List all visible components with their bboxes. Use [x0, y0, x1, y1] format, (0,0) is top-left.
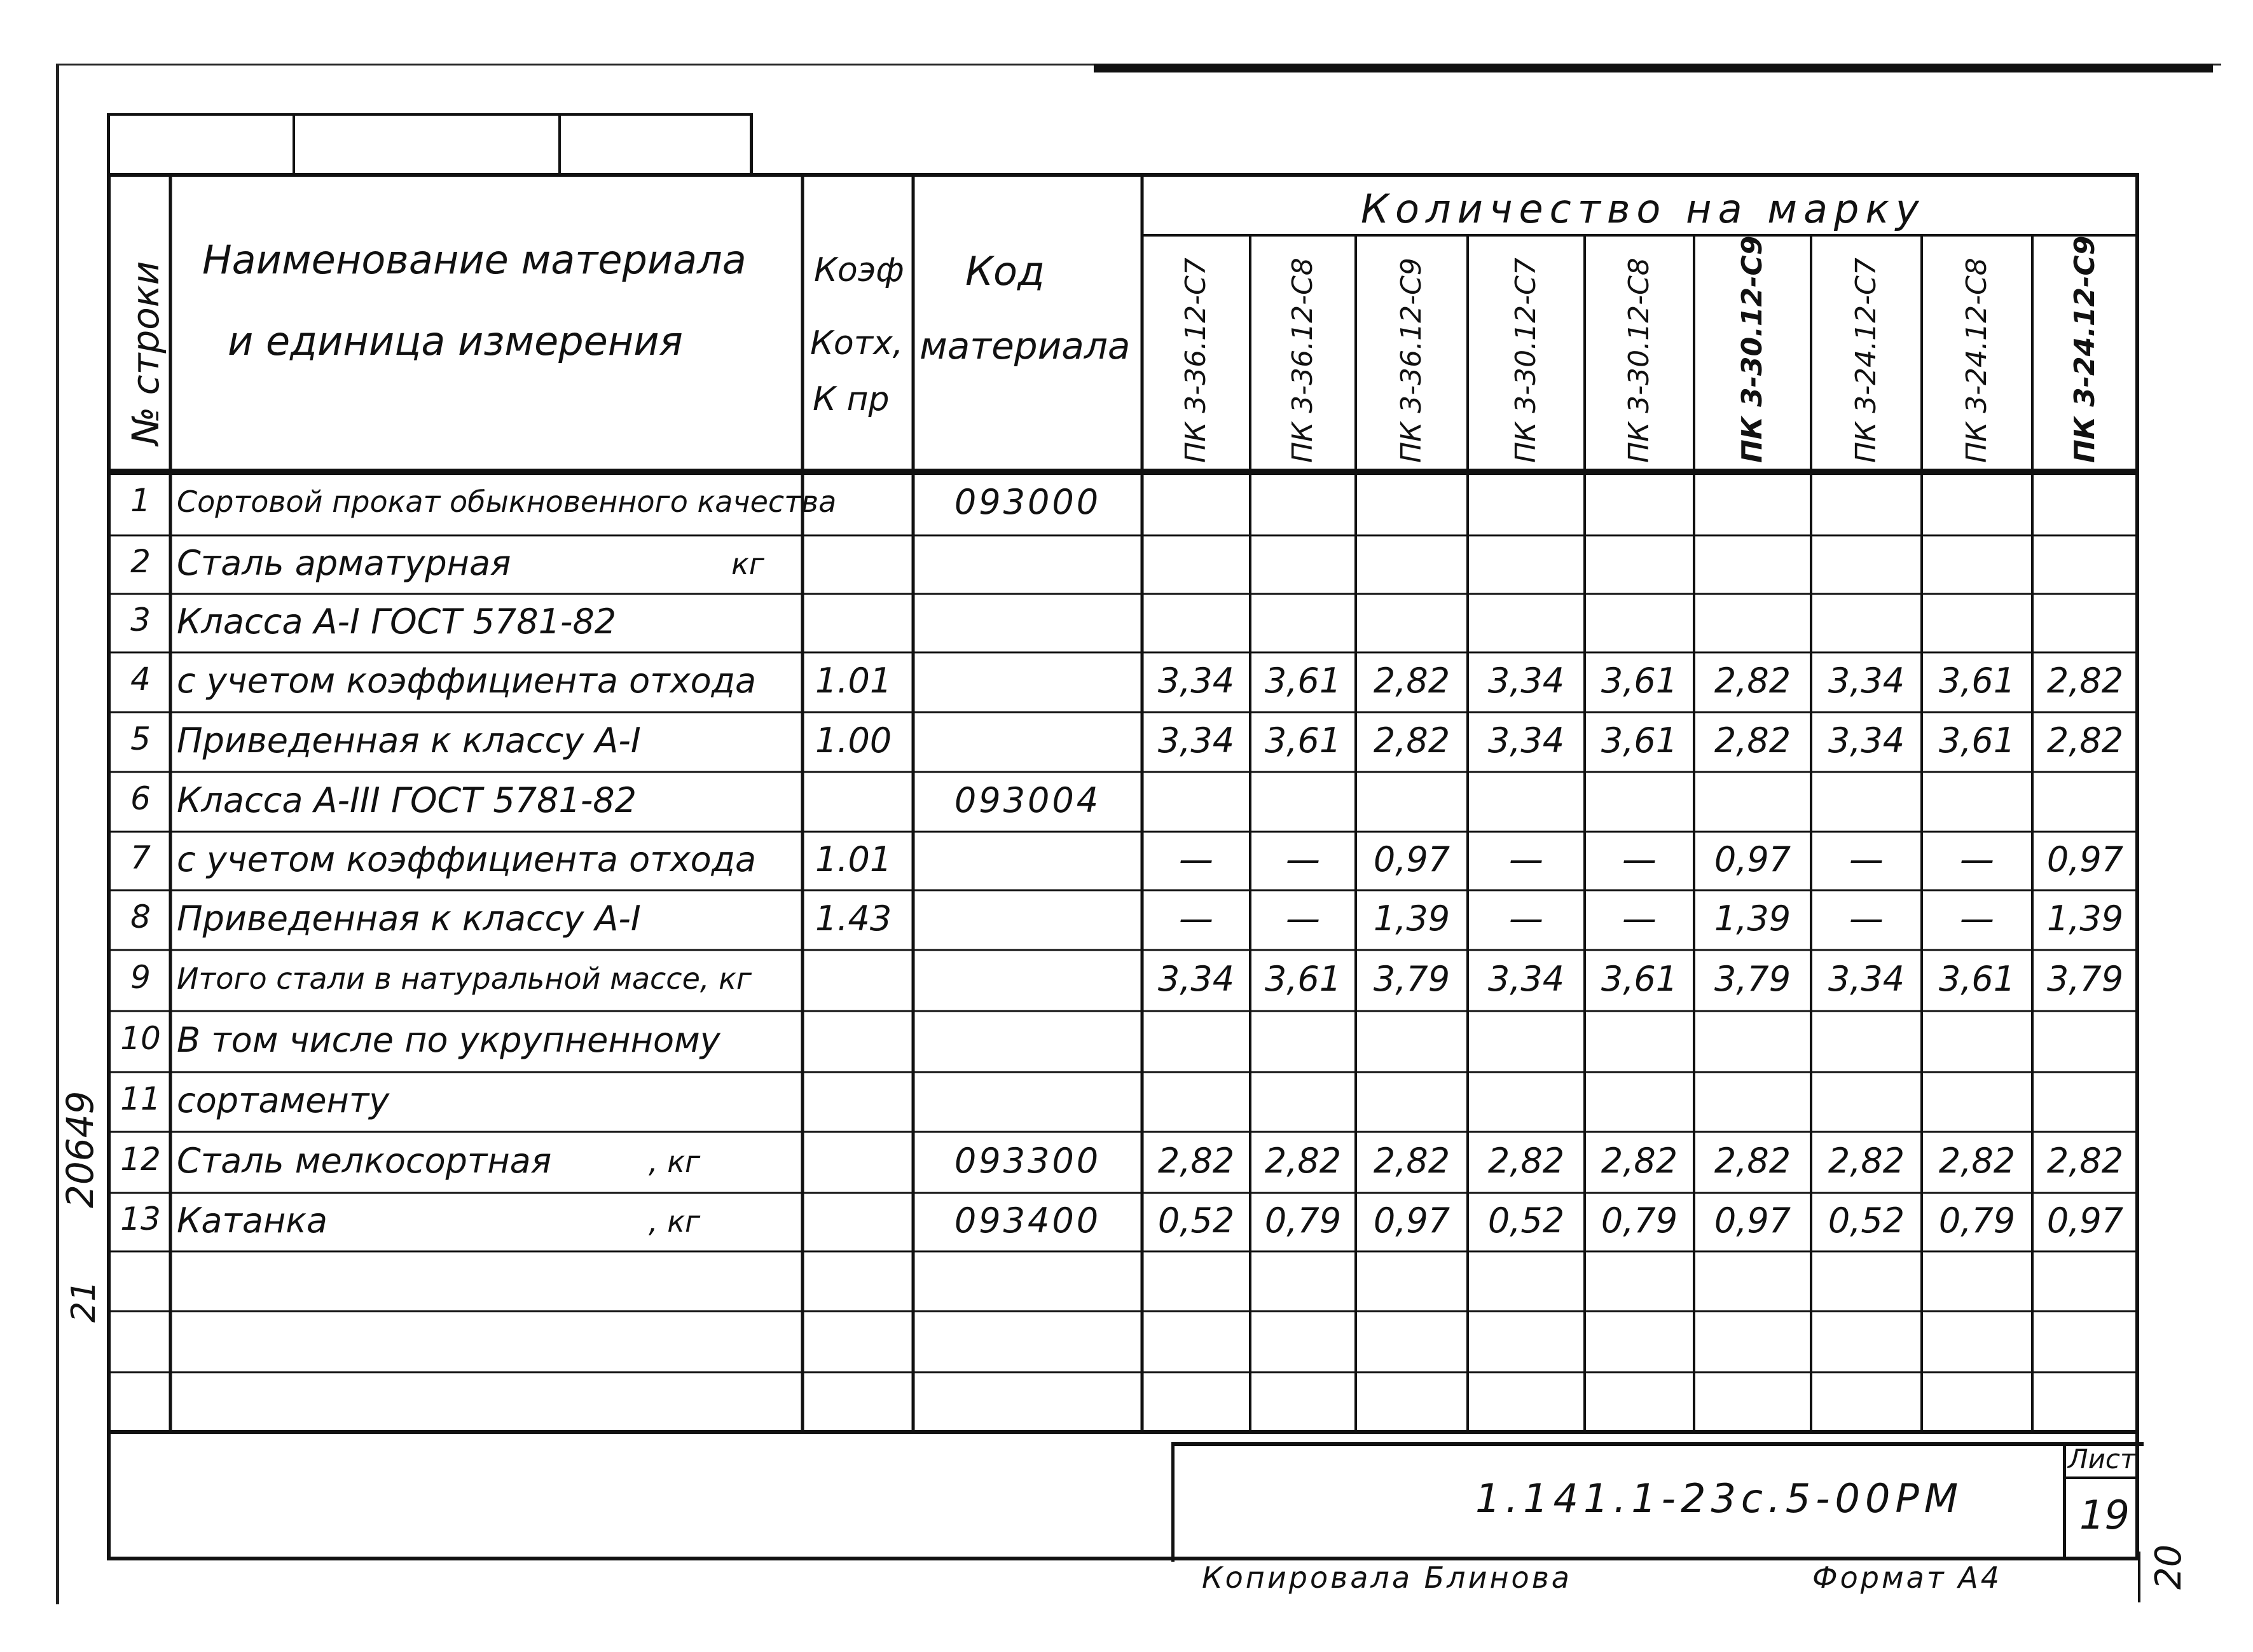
material-name: В том числе по укрупненному	[177, 1020, 720, 1060]
quantity-value: 0,79	[1938, 1201, 2016, 1241]
quantity-value: 2,82	[1264, 1141, 1342, 1181]
quantity-value: 1,39	[1714, 898, 1791, 939]
quantity-value: 2,82	[1714, 661, 1791, 701]
quantity-value: 2,82	[1938, 1141, 2016, 1181]
quantity-value: 3,61	[1938, 661, 2016, 701]
row-number: 11	[120, 1080, 161, 1117]
header-name-line1: Наименование материала	[202, 237, 747, 283]
quantity-value: 3,79	[1373, 959, 1450, 999]
header-code-line1: Код	[965, 248, 1045, 294]
quantity-value: 2,82	[2046, 1141, 2124, 1181]
header-quantity-title: Количество на марку	[1361, 186, 1926, 232]
quantity-value: —	[1849, 839, 1884, 879]
row-number: 3	[130, 602, 151, 638]
material-unit: кг	[731, 547, 764, 581]
material-name: сортаменту	[177, 1080, 390, 1120]
quantity-value: 3,61	[1264, 720, 1342, 761]
mark-header: ПК 3-30.12-С9	[1736, 235, 1768, 463]
quantity-value: 3,79	[2046, 959, 2124, 999]
quantity-value: 2,82	[1714, 720, 1791, 761]
material-name: Сортовой прокат обыкновенного качества	[177, 485, 837, 519]
quantity-value: 0,97	[2046, 839, 2124, 879]
quantity-value: 1,39	[1373, 898, 1450, 939]
quantity-value: —	[1179, 839, 1213, 879]
mark-header: ПК 3-24.12-С7	[1850, 258, 1882, 463]
copied-by: Копировала Блинова	[1202, 1560, 1572, 1595]
quantity-value: 0,97	[1373, 839, 1450, 879]
material-code: 093004	[954, 780, 1101, 820]
corner-divider	[2138, 1552, 2140, 1602]
material-name: Итого стали в натуральной массе, кг	[177, 961, 752, 996]
quantity-value: 3,34	[1487, 959, 1565, 999]
paper-format: Формат А4	[1812, 1560, 2002, 1595]
inventory-number: 20649	[59, 1091, 102, 1208]
quantity-value: —	[1622, 839, 1657, 879]
row-number: 1	[130, 482, 151, 519]
mark-header: ПК 3-36.12-С7	[1180, 258, 1212, 463]
quantity-value: 2,82	[2046, 720, 2124, 761]
row-number: 12	[120, 1141, 161, 1178]
material-code: 093300	[954, 1141, 1101, 1181]
quantity-value: 3,34	[1157, 661, 1235, 701]
quantity-value: 3,34	[1157, 720, 1235, 761]
coefficient-value: 1.01	[815, 839, 892, 879]
quantity-value: 3,61	[1938, 720, 2016, 761]
quantity-value: 3,34	[1487, 661, 1565, 701]
quantity-value: 0,97	[1714, 839, 1791, 879]
quantity-value: 3,34	[1828, 720, 1905, 761]
row-number: 6	[130, 780, 151, 817]
mark-header: ПК 3-30.12-С7	[1510, 258, 1542, 463]
document-code: 1.141.1-23с.5-00РМ	[1475, 1475, 1964, 1522]
quantity-value: 0,79	[1601, 1201, 1678, 1241]
quantity-value: 2,82	[1373, 661, 1450, 701]
material-code: 093400	[954, 1201, 1101, 1241]
material-name: Сталь арматурная	[177, 543, 511, 583]
row-number: 13	[120, 1201, 161, 1237]
quantity-value: 2,82	[1373, 1141, 1450, 1181]
quantity-value: 3,34	[1828, 661, 1905, 701]
quantity-value: 2,82	[1601, 1141, 1678, 1181]
mark-header: ПК 3-24.12-С8	[1960, 258, 1993, 463]
stamp-sheet-divider	[2063, 1442, 2066, 1558]
quantity-value: 0,79	[1264, 1201, 1342, 1241]
quantity-value: 3,61	[1264, 959, 1342, 999]
header-row-number: № строки	[124, 261, 167, 445]
quantity-value: 0,52	[1828, 1201, 1905, 1241]
row-number: 7	[130, 839, 151, 876]
quantity-value: 3,34	[1487, 720, 1565, 761]
material-name: Катанка	[177, 1201, 327, 1241]
material-name: с учетом коэффициента отхода	[177, 661, 757, 701]
quantity-value: 0,52	[1487, 1201, 1565, 1241]
header-code-line2: материала	[920, 324, 1131, 368]
row-number: 9	[130, 959, 151, 996]
quantity-value: 0,97	[1714, 1201, 1791, 1241]
sheet-number: 19	[2079, 1492, 2130, 1538]
coefficient-value: 1.43	[815, 898, 892, 939]
quantity-value: 3,34	[1157, 959, 1235, 999]
quantity-value: 3,79	[1714, 959, 1791, 999]
quantity-value: —	[1960, 898, 1994, 939]
quantity-value: 2,82	[1373, 720, 1450, 761]
header-name-line2: и единица измерения	[228, 318, 683, 364]
quantity-value: —	[1509, 839, 1543, 879]
quantity-value: —	[1179, 898, 1213, 939]
quantity-value: —	[1286, 898, 1320, 939]
material-name: Приведенная к классу А-I	[177, 898, 641, 939]
material-name: с учетом коэффициента отхода	[177, 839, 757, 879]
corner-page-number: 20	[2148, 1544, 2189, 1590]
quantity-value: —	[1849, 898, 1884, 939]
quantity-value: 3,61	[1601, 661, 1678, 701]
quantity-value: 2,82	[1157, 1141, 1235, 1181]
material-name: Класса А-III ГОСТ 5781-82	[177, 780, 637, 820]
mark-header: ПК 3-30.12-С8	[1623, 258, 1655, 463]
sheet-label: Лист	[2068, 1443, 2136, 1475]
quantity-value: 3,61	[1601, 720, 1678, 761]
quantity-value: 3,61	[1601, 959, 1678, 999]
material-unit: , кг	[649, 1204, 701, 1239]
quantity-value: 3,61	[1264, 661, 1342, 701]
quantity-value: —	[1960, 839, 1994, 879]
coefficient-value: 1.00	[815, 720, 892, 761]
material-name: Сталь мелкосортная	[177, 1141, 552, 1181]
mark-header: ПК 3-24.12-С9	[2069, 235, 2101, 463]
row-number: 8	[130, 898, 151, 935]
coefficient-value: 1.01	[815, 661, 892, 701]
header-coef-line2: Котх,	[810, 324, 904, 362]
quantity-value: 0,52	[1157, 1201, 1235, 1241]
quantity-value: —	[1622, 898, 1657, 939]
quantity-value: 2,82	[2046, 661, 2124, 701]
quantity-value: 2,82	[1714, 1141, 1791, 1181]
material-name: Класса А-I ГОСТ 5781-82	[177, 602, 617, 642]
row-number: 4	[130, 661, 151, 698]
header-coef-line1: Коэф	[814, 251, 904, 289]
row-number: 2	[130, 543, 151, 580]
row-number: 5	[130, 720, 151, 757]
mark-header: ПК 3-36.12-С9	[1395, 258, 1428, 463]
material-code: 093000	[954, 482, 1101, 522]
material-unit: , кг	[649, 1145, 701, 1179]
material-name: Приведенная к классу А-I	[177, 720, 641, 761]
quantity-value: 2,82	[1487, 1141, 1565, 1181]
header-coef-line3: К пр	[813, 380, 890, 418]
quantity-value: 0,97	[1373, 1201, 1450, 1241]
row-number: 10	[120, 1020, 161, 1057]
quantity-value: —	[1286, 839, 1320, 879]
stamp-sheet-rule	[2063, 1476, 2139, 1479]
quantity-value: 0,97	[2046, 1201, 2124, 1241]
quantity-value: 3,34	[1828, 959, 1905, 999]
mark-header: ПК 3-36.12-С8	[1286, 258, 1319, 463]
quantity-value: 2,82	[1828, 1141, 1905, 1181]
margin-sheet-number: 21	[65, 1280, 103, 1323]
quantity-value: 1,39	[2046, 898, 2124, 939]
quantity-value: 3,61	[1938, 959, 2016, 999]
quantity-value: —	[1509, 898, 1543, 939]
